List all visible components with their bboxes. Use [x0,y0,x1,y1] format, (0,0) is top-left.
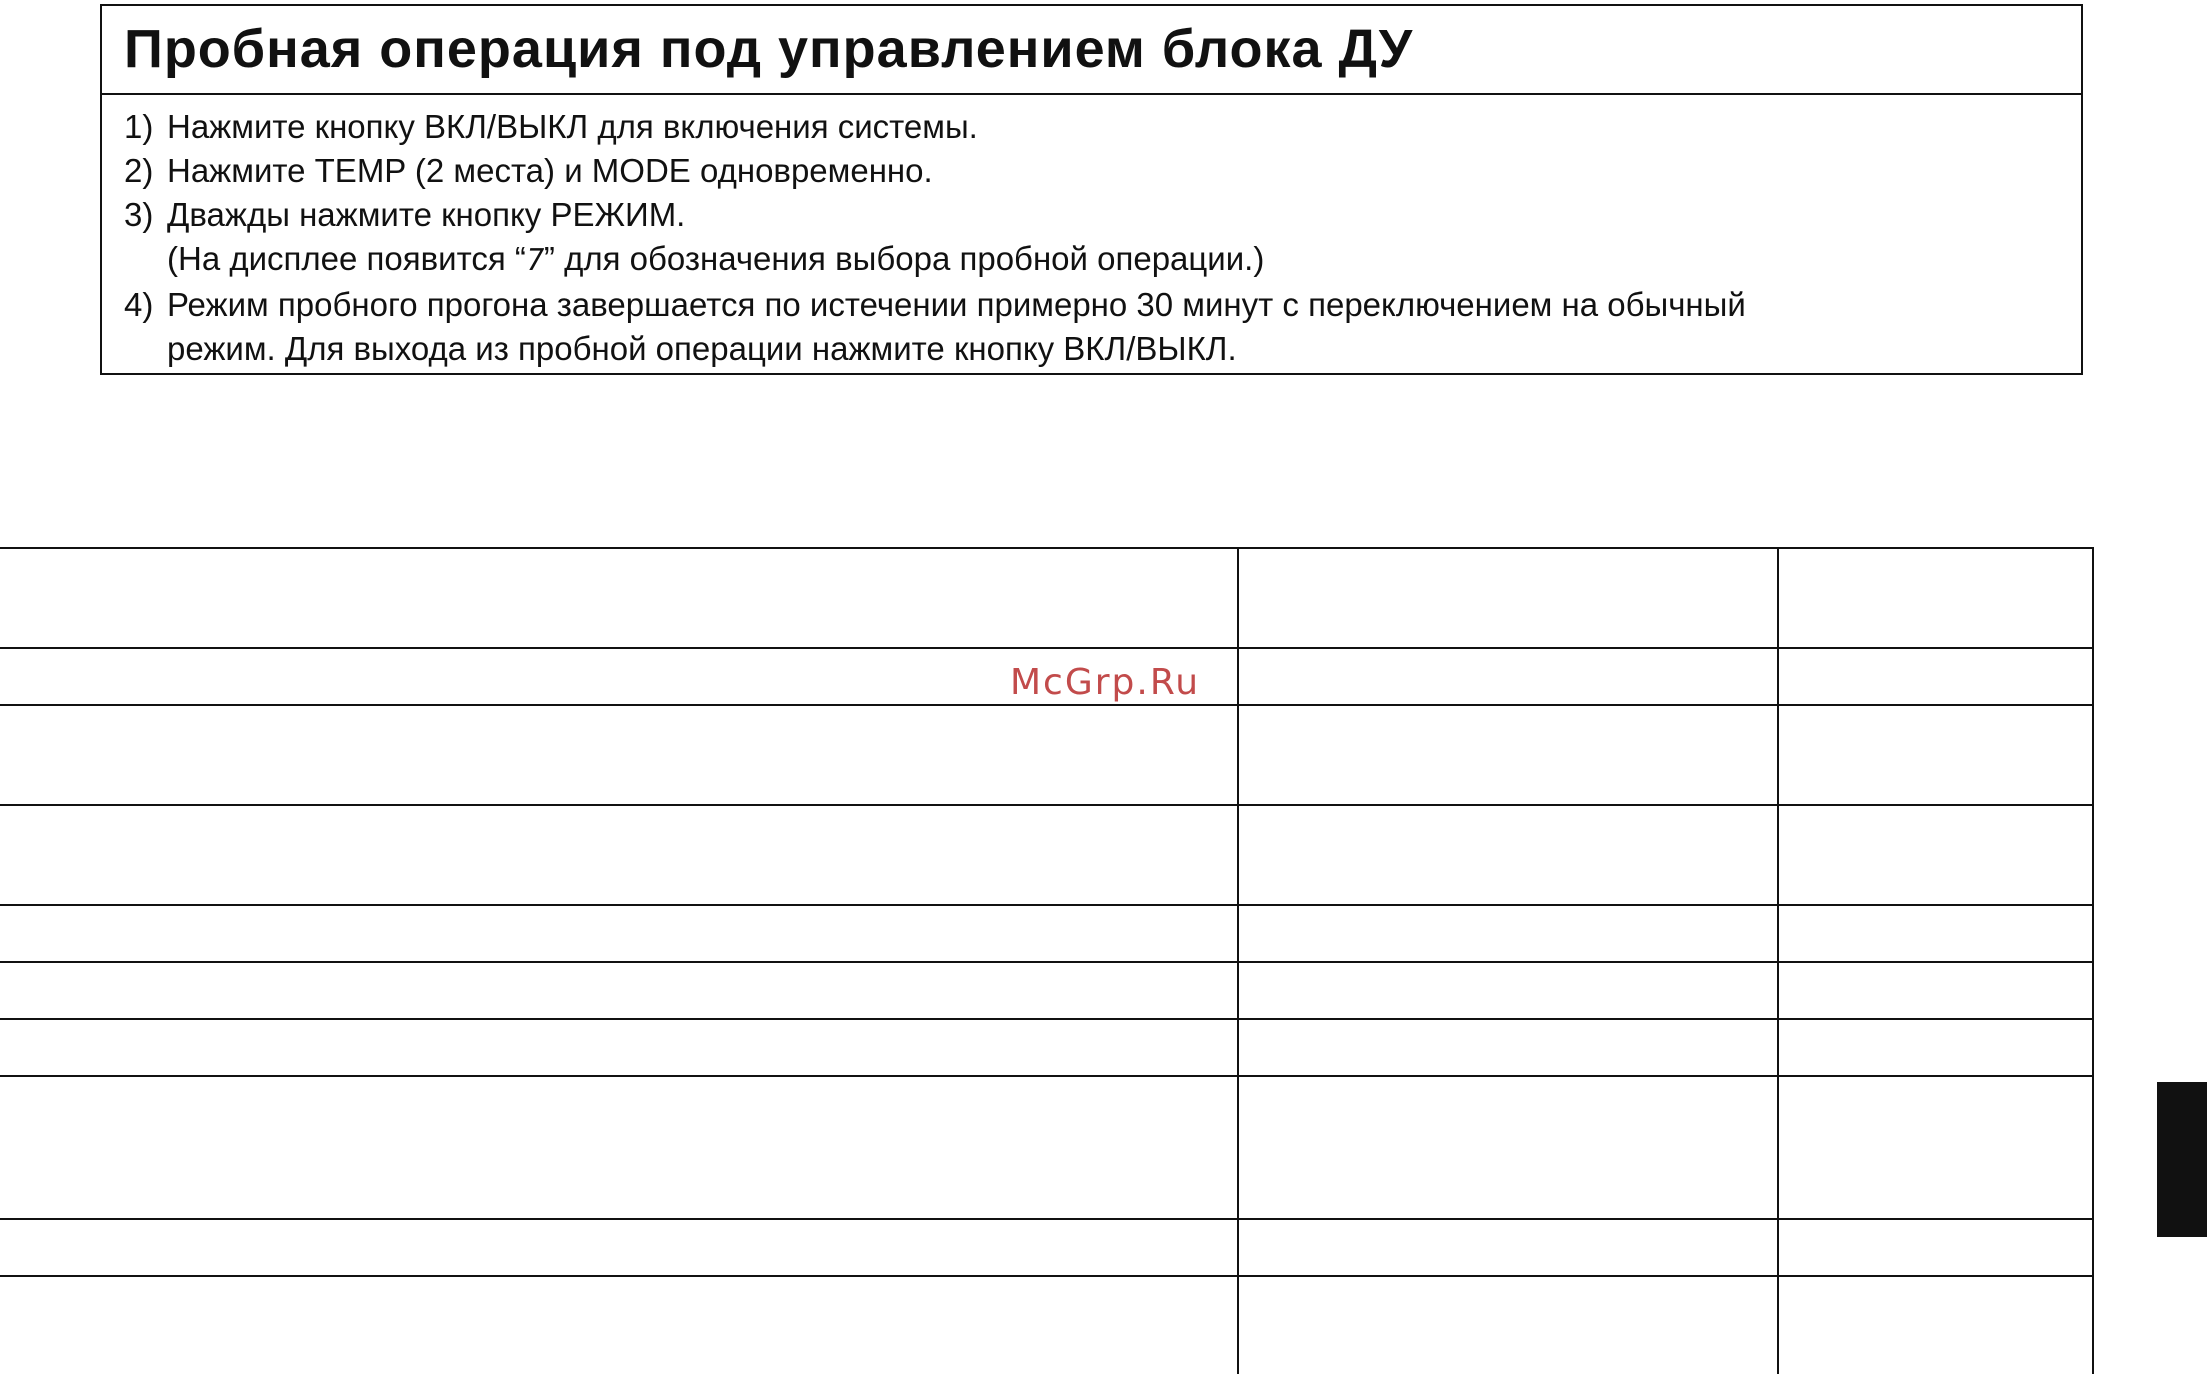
page-edge-tab [2157,1082,2207,1237]
step-text: Дважды нажмите кнопку РЕЖИМ. [167,196,686,233]
table-cell [1778,1219,2093,1276]
table-cell [1238,962,1778,1019]
table-cell [1238,805,1778,905]
table-cell [1778,548,2093,648]
step-3 [124,193,2081,237]
table-cell [1238,1219,1778,1276]
step-1 [124,105,2081,149]
table-cell [1778,705,2093,805]
table-cell [0,1276,1238,1374]
table-row [0,1076,2093,1219]
table-row [0,705,2093,805]
instruction-box [100,4,2083,375]
table-cell [1238,548,1778,648]
table-cell [1238,1276,1778,1374]
steps-list [102,95,2081,371]
note-text-after: ” для обозначения выбора пробной операции.) [543,240,1265,277]
table-cell [1238,648,1778,705]
note-text-before: (На дисплее появится “ [167,240,526,277]
table-row [0,1219,2093,1276]
step-number: 2) [124,152,154,189]
table-cell [0,1219,1238,1276]
step-number: 4) [124,286,154,323]
step-number: 1) [124,108,154,145]
section-title: Пробная операция под управлением блока ДУ [102,6,2081,95]
table-cell [0,548,1238,648]
table-cell [0,705,1238,805]
table-cell [1778,1019,2093,1076]
table-cell [0,1019,1238,1076]
table-cell [0,962,1238,1019]
table-row [0,805,2093,905]
table-cell [1778,805,2093,905]
step-4 [124,283,2081,327]
table-cell [0,805,1238,905]
table-cell [1778,1276,2093,1374]
table-cell [1778,962,2093,1019]
step-2 [124,149,2081,193]
watermark: McGrp.Ru [1010,662,1201,703]
table-cell [1238,905,1778,962]
step-4-continuation: режим. Для выхода из пробной операции нажмите кнопку ВКЛ/ВЫКЛ. [167,330,1237,367]
step-number: 3) [124,196,154,233]
table-cell [0,905,1238,962]
table-cell [1238,1076,1778,1219]
table-cell [1238,705,1778,805]
table-row [0,1019,2093,1076]
table-cell [1778,905,2093,962]
display-segment-symbol: 7 [522,243,548,278]
table-cell [1778,1076,2093,1219]
table-row [0,905,2093,962]
table-row [0,548,2093,648]
table-row [0,1276,2093,1374]
table-cell [0,1076,1238,1219]
table-row [0,962,2093,1019]
step-3-note [124,237,2081,283]
step-text: Нажмите TEMP (2 места) и MODE одновременно. [167,152,933,189]
step-text: Нажмите кнопку ВКЛ/ВЫКЛ для включения системы. [167,108,978,145]
table-cell [1238,1019,1778,1076]
step-text: Режим пробного прогона завершается по истечении примерно 30 минут с переключением на обычный [167,286,1746,323]
table-cell [1778,648,2093,705]
